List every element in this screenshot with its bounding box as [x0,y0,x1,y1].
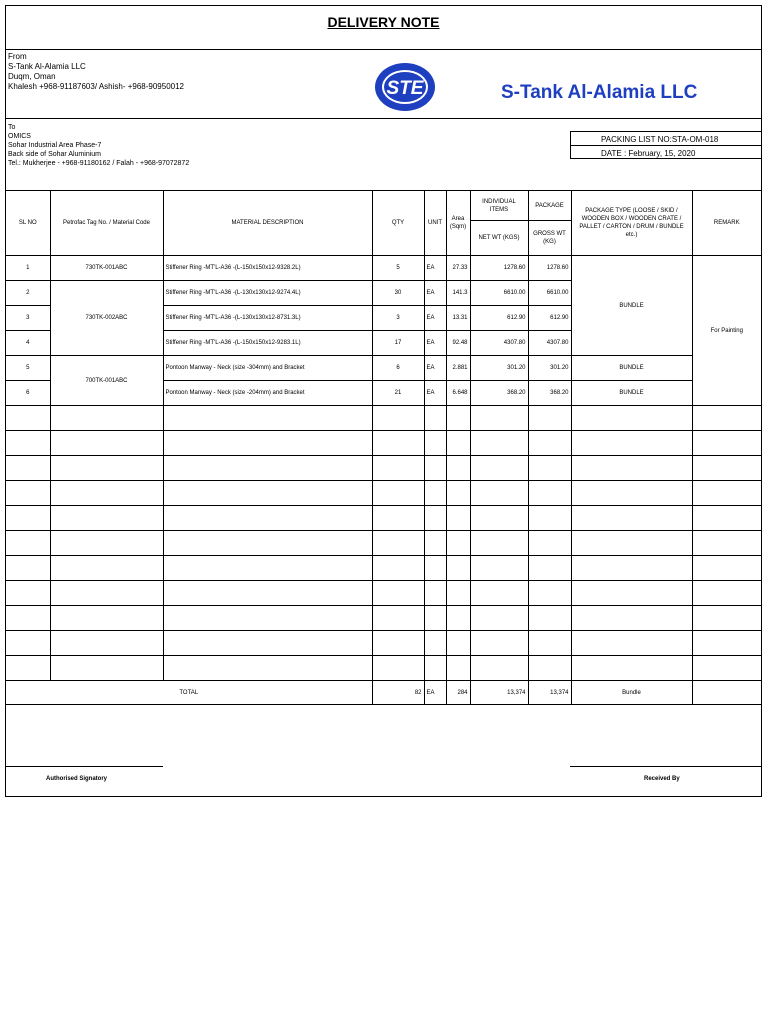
blank-row [6,506,761,531]
received-line [570,766,761,767]
col-sl-no: SL NO [6,191,50,256]
total-area: 284 [446,681,470,705]
from-location: Duqm, Oman [8,72,56,81]
from-block [8,52,184,92]
blank-row [6,656,761,681]
col-description: MATERIAL DESCRIPTION [163,191,372,256]
company-name: S-Tank Al-Alamia LLC [501,82,698,103]
logo-text: STE [386,78,424,99]
col-package: PACKAGE [528,191,571,221]
col-package-type: PACKAGE TYPE (LOOSE / SKID / WOODEN BOX / WOODEN CRATE / PALLET / CARTON / DRUM / BUNDLE etc.) [571,191,692,256]
col-remark: REMARK [692,191,761,256]
blank-row [6,406,761,431]
company-logo [374,61,436,118]
ste-logo-icon [374,61,436,113]
blank-row [6,531,761,556]
to-contacts: Tel.: Mukherjee - +968-91180162 / Falah - +968-97072872 [8,160,190,167]
table-row: 3 Stiffener Ring -MT'L-A36 -(L-130x130x12-8731.3L) 3 EA 13.31 612.90 612.90 [6,306,761,331]
blank-row [6,456,761,481]
items-table [6,190,761,705]
total-row [6,681,761,705]
total-net: 13,374 [470,681,528,705]
to-address-2: Back side of Sohar Aluminium [8,151,101,158]
total-qty: 82 [372,681,424,705]
col-area: Area (Sqm) [446,191,470,256]
total-gross: 13,374 [528,681,571,705]
col-net-wt: NET WT (KGS) [470,221,528,256]
table-row: 2 730TK-002ABC Stiffener Ring -MT'L-A36 -(L-130x130x12-9274.4L) 30 EA 141.3 6610.00 6610.00 [6,281,761,306]
table-row: 4 Stiffener Ring -MT'L-A36 -(L-150x150x12-9283.1L) 17 EA 92.48 4307.80 4307.80 [6,331,761,356]
from-company: S-Tank Al-Alamia LLC [8,62,86,71]
packing-info-box [570,131,761,159]
table-row: 6 Pontoon Manway - Neck (size -204mm) and Bracket 21 EA 6.648 368.20 368.20 BUNDLE [6,381,761,406]
document-title: DELIVERY NOTE [327,14,440,30]
col-qty: QTY [372,191,424,256]
from-label: From [8,52,27,61]
to-address-1: Sohar Industrial Area Phase-7 [8,142,102,149]
blank-row [6,606,761,631]
total-package-type: Bundle [571,681,692,705]
package-type-bundle: BUNDLE [571,256,692,356]
signatory-line [6,766,163,767]
delivery-note-sheet [5,5,762,797]
packing-date: DATE : February, 15, 2020 [601,149,696,158]
from-contacts: Khalesh +968-91187603/ Ashish- +968-90950012 [8,82,184,91]
packing-list-no: PACKING LIST NO:STA-OM-018 [601,135,719,144]
blank-row [6,581,761,606]
remark-cell: For Painting [692,256,761,406]
blank-row [6,481,761,506]
total-label: TOTAL [6,681,372,705]
col-tag: Petrofac Tag No. / Material Code [50,191,163,256]
blank-row [6,631,761,656]
to-block [8,123,189,168]
table-row: 5 700TK-001ABC Pontoon Manway - Neck (size -304mm) and Bracket 6 EA 2.881 301.20 301.20 BUNDLE [6,356,761,381]
col-individual-items: INDIVIDUAL ITEMS [470,191,528,221]
col-unit: UNIT [424,191,446,256]
title-row [6,6,761,50]
blank-row [6,431,761,456]
total-unit: EA [424,681,446,705]
received-by-label: Received By [644,776,680,782]
to-name: OMICS [8,133,31,140]
header-divider [6,118,761,119]
authorised-signatory-label: Authorised Signatory [46,776,108,782]
to-label: To [8,124,16,131]
col-gross-wt: GROSS WT (KG) [528,221,571,256]
blank-row [6,556,761,581]
table-row: 1 730TK-001ABC Stiffener Ring -MT'L-A36 -(L-150x150x12-9328.2L) 5 EA 27.33 1278.60 1278.60 BUNDLE For Painting [6,256,761,281]
